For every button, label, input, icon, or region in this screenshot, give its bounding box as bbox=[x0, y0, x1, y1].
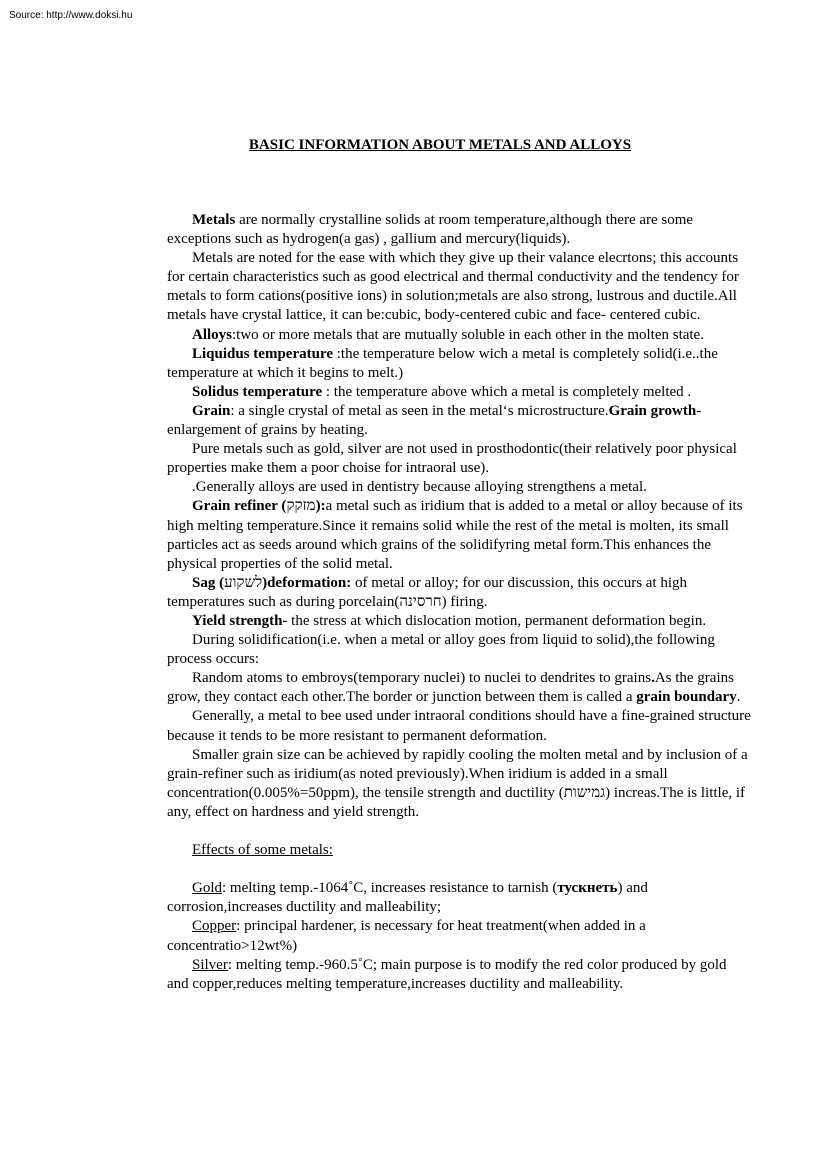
paragraph-solidification: During solidification(i.e. when a metal or alloy goes from liquid to solid),the following process occurs: bbox=[167, 632, 715, 668]
paragraph-fine-grained: Generally, a metal to bee used under intraoral conditions should have a fine-grained structure because it tends to be more resistant to permanent deformation. bbox=[167, 708, 751, 744]
hebrew-ductility: גמישות bbox=[563, 784, 606, 801]
spacer bbox=[167, 822, 751, 841]
term-alloys: Alloys bbox=[192, 326, 233, 343]
paragraph-copper bbox=[167, 917, 751, 955]
page-title: BASIC INFORMATION ABOUT METALS AND ALLOYS bbox=[248, 137, 632, 153]
source-label: Source: http://www.doksi.hu bbox=[9, 10, 133, 21]
text-alloys: :two or more metals that are mutually soluble in each other in the molten state. bbox=[232, 326, 704, 343]
russian-tarnish: тускнеть bbox=[557, 880, 618, 897]
text-sag-b: ) firing. bbox=[441, 593, 488, 610]
paragraph-sag bbox=[167, 574, 751, 612]
paragraph-grain-refiner bbox=[167, 497, 751, 573]
metal-name-silver: Silver bbox=[192, 956, 228, 973]
hebrew-porcelain: חרסינה bbox=[399, 593, 442, 610]
paragraph-pure-metals: Pure metals such as gold, silver are not used in prosthodontic(their relatively poor physical properties make them a poor choise for intraoral use). bbox=[167, 441, 737, 477]
text-liquidus: :the temperature below wich a metal is completely solid(i.e..the temperature at which it begins to melt.) bbox=[167, 345, 718, 381]
term-grain-refiner-end: ): bbox=[315, 498, 326, 515]
term-yield: Yield strength- bbox=[192, 612, 288, 629]
text-random-atoms-end: . bbox=[736, 689, 741, 706]
effects-heading bbox=[167, 841, 751, 860]
paragraph-grain bbox=[167, 402, 751, 440]
text-grain: : a single crystal of metal as seen in the metal‘s microstructure. bbox=[230, 402, 609, 419]
paragraph-yield bbox=[167, 612, 751, 631]
paragraph-generally-alloys: .Generally alloys are used in dentistry because alloying strengthens a metal. bbox=[192, 479, 647, 496]
text-solidus: : the temperature above which a metal is completely melted . bbox=[322, 383, 692, 400]
document-body bbox=[167, 211, 751, 994]
text-random-atoms-a: Random atoms to embroys(temporary nuclei) to nuclei to dendrites to grains bbox=[192, 670, 652, 687]
term-solidus: Solidus temperature bbox=[192, 383, 323, 400]
bold-dot: . bbox=[651, 670, 655, 687]
term-grain-growth: Grain growth bbox=[608, 402, 697, 419]
term-sag bbox=[192, 575, 351, 591]
term-sag-end: )deformation: bbox=[262, 574, 352, 591]
paragraph-smaller-grain bbox=[167, 746, 751, 822]
term-grain-refiner bbox=[192, 498, 326, 514]
hebrew-grain-refiner: מזקק bbox=[286, 498, 316, 515]
term-liquidus: Liquidus temperature bbox=[192, 345, 333, 362]
metal-name-gold: Gold bbox=[192, 880, 222, 897]
text-random-atoms-b: As the grains grow, they contact each other.The border or junction between them is called a bbox=[167, 670, 734, 706]
text-smaller-grain-a: Smaller grain size can be achieved by rapidly cooling the molten metal and by inclusion of a grain-refiner such as iridium(as noted previously).When iridium is added in a small concentration(0.005%=50ppm), the tensile strength and ductility ( bbox=[167, 746, 748, 801]
term-grain: Grain bbox=[192, 402, 231, 419]
text-gold-b: ) and corrosion,increases ductility and malleability; bbox=[167, 880, 648, 916]
text-sag-a: of metal or alloy; for our discussion, this occurs at high temperatures such as during porcelain( bbox=[167, 574, 688, 610]
text-copper: : principal hardener, is necessary for heat treatment(when added in a concentratio>12wt%) bbox=[167, 918, 646, 954]
text-gold-a: : melting temp.-1064˚C, increases resistance to tarnish ( bbox=[222, 880, 558, 897]
term-sag-label: Sag ( bbox=[192, 574, 225, 591]
text-silver: : melting temp.-960.5˚C; main purpose is to modify the red color produced by gold and copper,reduces melting temperature,increases ductility and malleability. bbox=[167, 956, 727, 992]
paragraph-metals-noted: Metals are noted for the ease with which they give up their valance elecrtons; this accounts for certain characteristics such as good electrical and thermal conductivity and the tendency for metals to form cations(positive ions) in solution;metals are also strong, lustrous and ductile.All metals have crystal lattice, it can be:cubic, body-centered cubic and face- centered cubic. bbox=[167, 250, 739, 324]
paragraph-solidus bbox=[167, 383, 751, 402]
paragraph-metals bbox=[167, 211, 751, 249]
text-yield: the stress at which dislocation motion, permanent deformation begin. bbox=[287, 612, 707, 629]
term-grain-refiner-label: Grain refiner ( bbox=[192, 498, 287, 515]
term-grain-boundary: grain boundary bbox=[636, 689, 737, 706]
text-grain-refiner: a metal such as iridium that is added to a metal or alloy because of its high melting temperature.Since it remains solid while the rest of the metal is molten, its small particles act as seeds around which grains of the solidifyring metal form.This enhances the physical properties of the solid metal. bbox=[167, 498, 743, 572]
paragraph-alloys bbox=[167, 326, 751, 345]
hebrew-sag: לשקוע bbox=[224, 574, 263, 591]
paragraph-silver bbox=[167, 956, 751, 994]
paragraph-random-atoms bbox=[167, 669, 751, 707]
text-metals: are normally crystalline solids at room temperature,although there are some exceptions such as hydrogen(a gas) , gallium and mercury(liquids). bbox=[167, 212, 694, 248]
spacer bbox=[167, 860, 751, 879]
text-smaller-grain-b: ) increas.The is little, if any, effect on hardness and yield strength. bbox=[167, 784, 746, 820]
paragraph-liquidus bbox=[167, 345, 751, 383]
text-grain-growth: -enlargement of grains by heating. bbox=[167, 402, 702, 439]
metal-name-copper: Copper bbox=[192, 918, 237, 935]
effects-heading-text: Effects of some metals: bbox=[192, 842, 333, 859]
paragraph-gold bbox=[167, 879, 751, 917]
term-metals: Metals bbox=[192, 212, 236, 228]
